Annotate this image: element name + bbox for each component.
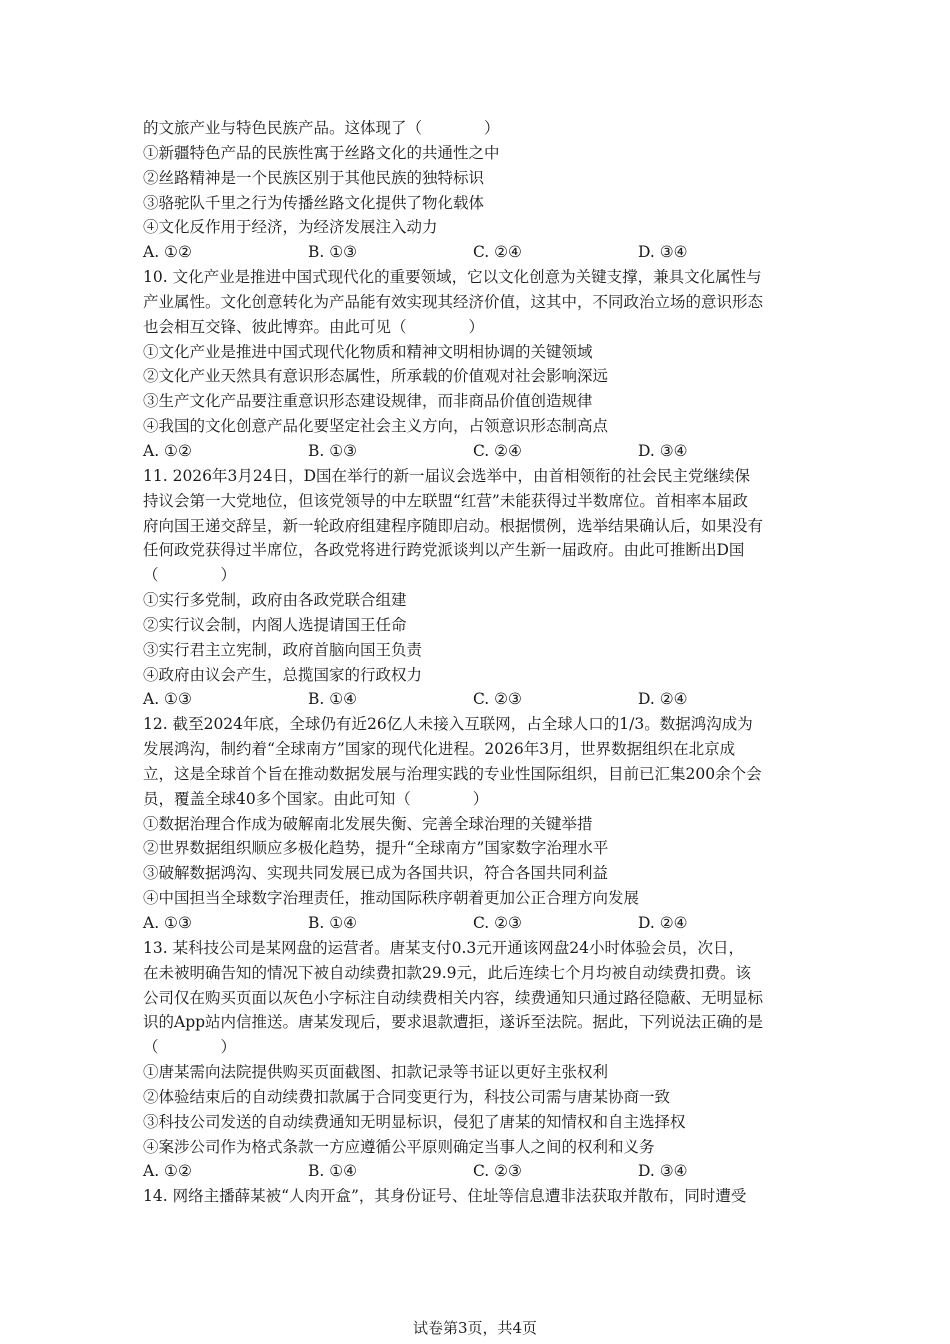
- text-line: 发展鸿沟，制约着“全球南方”国家的现代化进程。2026年3月，世界数据组织在北京成: [143, 740, 736, 759]
- text-line: 持议会第一大党地位，但该党领导的中左联盟“红营”未能获得过半数席位。首相率本届政: [143, 491, 748, 510]
- text-line: ①数据治理合作成为破解南北发展失衡、完善全球治理的关键举措: [143, 814, 593, 833]
- answer-option: A. ①③: [143, 690, 192, 709]
- answer-option: C. ②③: [473, 690, 522, 709]
- answer-option: D. ②④: [638, 690, 688, 709]
- answer-option: A. ①③: [143, 914, 192, 932]
- text-line: 11. 2026年3月24日，D国在举行的新一届议会选举中，由首相领衔的社会民主党继续保: [143, 466, 751, 485]
- text-line: ④文化反作用于经济，为经济发展注入动力: [143, 218, 438, 237]
- page-content: [143, 116, 813, 1209]
- text-line: 13. 某科技公司是某网盘的运营者。唐某支付0.3元开通该网盘24小时体验会员，次日，: [143, 938, 744, 957]
- text-line: ④我国的文化创意产品化要坚定社会主义方向，占领意识形态制高点: [143, 417, 609, 436]
- answer-option: A. ①②: [143, 441, 192, 460]
- answer-option: B. ①④: [308, 1162, 358, 1181]
- text-line: ②实行议会制，内阁人选提请国王任命: [143, 615, 407, 634]
- answer-option: B. ①③: [308, 441, 358, 460]
- text-line: 产业属性。文化创意转化为产品能有效实现其经济价值，这其中，不同政治立场的意识形态: [143, 292, 764, 311]
- text-line: ③科技公司发送的自动续费通知无明显标识，侵犯了唐某的知情权和自主选择权: [143, 1112, 686, 1131]
- text-line: 公司仅在购买页面以灰色小字标注自动续费相关内容，续费通知只通过路径隐蔽、无明显标: [143, 988, 764, 1007]
- answer-option: A. ①②: [143, 1162, 192, 1181]
- text-line: 员，覆盖全球40多个国家。由此可知（ ）: [143, 789, 489, 808]
- text-line: 府向国王递交辞呈，新一轮政府组建程序随即启动。根据惯例，选举结果确认后，如果没有: [143, 516, 764, 535]
- answer-option: D. ③④: [638, 243, 688, 262]
- text-line: 也会相互交锋、彼此博弈。由此可见（ ）: [143, 317, 485, 336]
- text-line: ①实行多党制，政府由各政党联合组建: [143, 591, 407, 610]
- text-line: ④政府由议会产生，总揽国家的行政权力: [143, 665, 423, 684]
- text-line: ②丝路精神是一个民族区别于其他民族的独特标识: [143, 168, 485, 187]
- text-line: ②世界数据组织顺应多极化趋势，提升“全球南方”国家数字治理水平: [143, 839, 609, 858]
- text-line: 在未被明确告知的情况下被自动续费扣款29.9元，此后连续七个月均被自动续费扣费。该: [143, 963, 752, 982]
- text-line: ③破解数据鸿沟、实现共同发展已成为各国共识，符合各国共同利益: [143, 864, 609, 883]
- answer-option: B. ①④: [308, 690, 358, 709]
- text-line: ③实行君主立宪制，政府首脑向国王负责: [143, 640, 423, 659]
- answer-options-row: [143, 240, 813, 265]
- answer-option: C. ②③: [473, 914, 522, 932]
- text-line: 12. 截至2024年底，全球仍有近26亿人未接入互联网，占全球人口的1/3。数据鸿沟成为: [143, 715, 753, 734]
- text-line: 14. 网络主播薛某被“人肉开盒”，其身份证号、住址等信息遭非法获取并散布，同时遭受: [143, 1187, 747, 1206]
- text-line: （ ）: [143, 566, 237, 585]
- text-line: ③生产文化产品要注重意识形态建设规律，而非商品价值创造规律: [143, 392, 593, 411]
- answer-option: B. ①③: [308, 243, 358, 262]
- text-line: ①新疆特色产品的民族性寓于丝路文化的共通性之中: [143, 143, 500, 162]
- answer-options-row: [143, 687, 813, 712]
- page-footer: 试卷第3页，共4页: [412, 1319, 538, 1337]
- text-line: ②体验结束后的自动续费扣款属于合同变更行为，科技公司需与唐某协商一致: [143, 1087, 671, 1106]
- text-line: 10. 文化产业是推进中国式现代化的重要领域，它以文化创意为关键支撑，兼具文化属性与: [143, 268, 762, 287]
- answer-options-row: [143, 1159, 813, 1184]
- text-line: ①文化产业是推进中国式现代化物质和精神文明相协调的关键领域: [143, 342, 593, 361]
- answer-option: B. ①④: [308, 914, 358, 932]
- answer-option: A. ①②: [143, 243, 192, 262]
- answer-option: C. ②④: [473, 243, 522, 262]
- answer-options-row: [143, 911, 813, 936]
- text-line: 立，这是全球首个旨在推动数据发展与治理实践的专业性国际组织，目前已汇集200余个会: [143, 764, 762, 783]
- text-line: 识的App站内信推送。唐某发现后，要求退款遭拒，遂诉至法院。据此，下列说法正确的是: [143, 1013, 764, 1032]
- text-line: ①唐某需向法院提供购买页面截图、扣款记录等书证以更好主张权利: [143, 1063, 609, 1082]
- answer-options-row: [143, 439, 813, 464]
- text-line: 任何政党获得过半席位，各政党将进行跨党派谈判以产生新一届政府。由此可推断出D国: [143, 541, 745, 560]
- answer-option: C. ②③: [473, 1162, 522, 1181]
- text-line: ④中国担当全球数字治理责任，推动国际秩序朝着更加公正合理方向发展: [143, 889, 640, 908]
- answer-option: D. ③④: [638, 1162, 688, 1181]
- text-line: ④案涉公司作为格式条款一方应遵循公平原则确定当事人之间的权利和义务: [143, 1137, 655, 1156]
- text-line: 的文旅产业与特色民族产品。这体现了（ ）: [143, 119, 500, 137]
- text-line: ②文化产业天然具有意识形态属性，所承载的价值观对社会影响深远: [143, 367, 609, 386]
- answer-option: C. ②④: [473, 441, 522, 460]
- answer-option: D. ③④: [638, 441, 688, 460]
- text-line: （ ）: [143, 1038, 237, 1057]
- text-line: ③骆驼队千里之行为传播丝路文化提供了物化载体: [143, 193, 485, 212]
- answer-option: D. ②④: [638, 914, 688, 932]
